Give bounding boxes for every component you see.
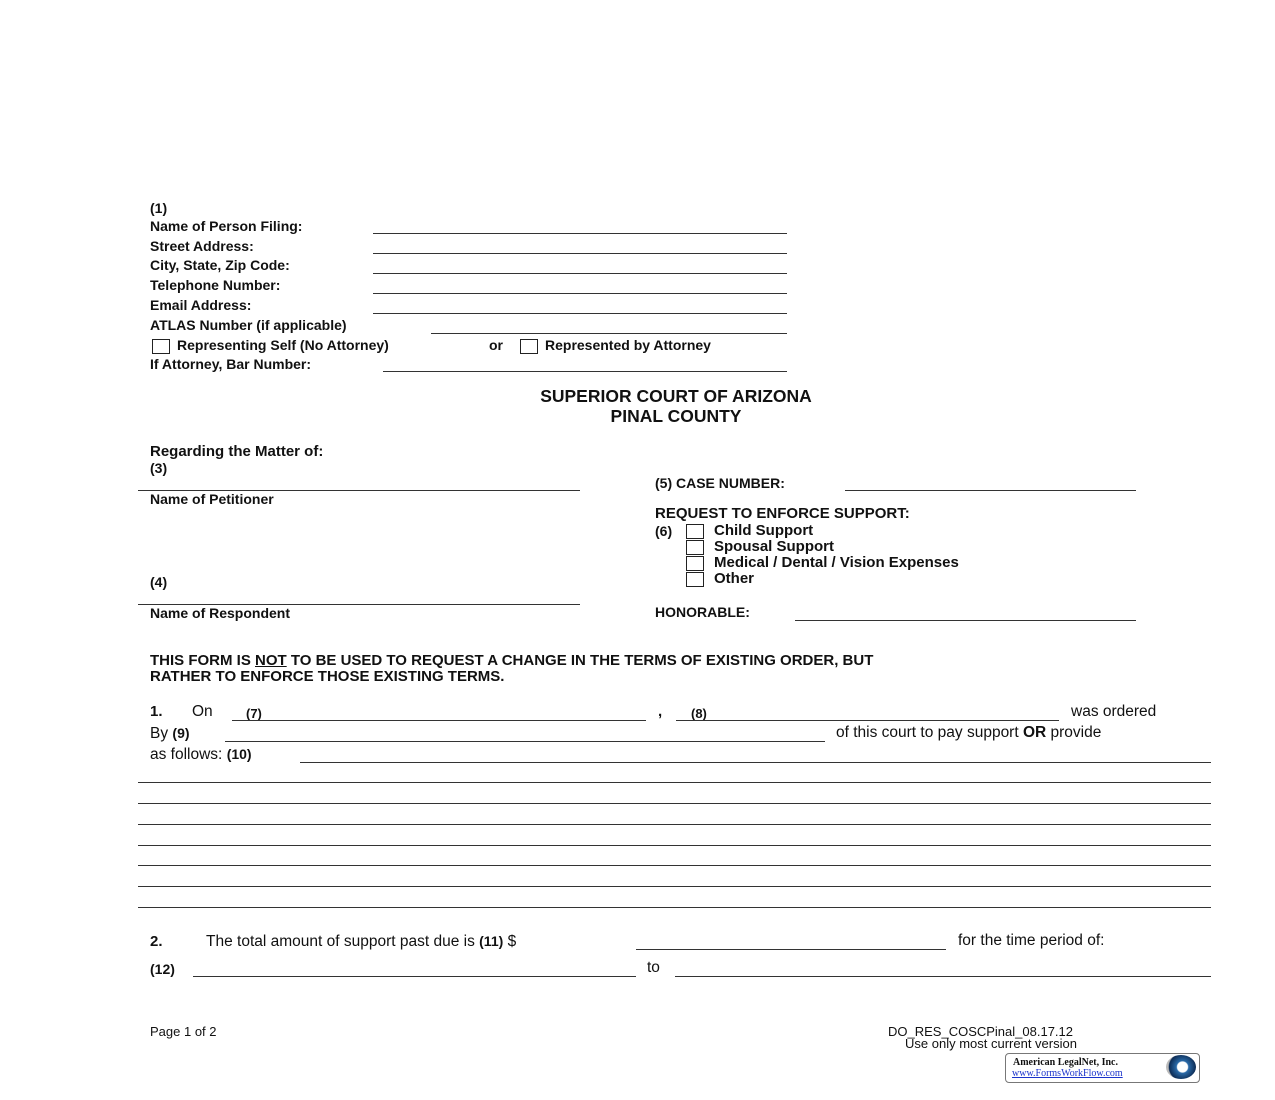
american-legalnet-logo[interactable] <box>1005 1053 1200 1083</box>
as-follows-field[interactable] <box>300 762 1211 763</box>
item2-number: 2. <box>150 933 163 950</box>
was-ordered-text: was ordered <box>1071 703 1157 720</box>
blank-line[interactable] <box>138 886 1211 887</box>
self-checkbox[interactable] <box>152 339 170 354</box>
blank-line[interactable] <box>138 824 1211 825</box>
to-text: to <box>647 959 660 976</box>
num-8: (8) <box>691 706 707 721</box>
provide: provide <box>1046 724 1102 741</box>
label-bar: If Attorney, Bar Number: <box>150 356 312 372</box>
petitioner-label: Name of Petitioner <box>150 491 274 507</box>
blank-line[interactable] <box>138 782 1211 783</box>
spousal-support-label: Spousal Support <box>714 538 834 555</box>
past-due-text <box>206 933 516 950</box>
label-email: Email Address: <box>150 297 252 313</box>
form-id: DO_RES_COSCPinal_08.17.12 <box>888 1024 1073 1039</box>
num-12: (12) <box>150 961 175 977</box>
num-10: (10) <box>226 746 252 762</box>
other-checkbox[interactable] <box>686 572 704 587</box>
dollar-sign: $ <box>503 933 517 950</box>
honorable-field[interactable] <box>795 620 1136 621</box>
warning-line2: RATHER TO ENFORCE THOSE EXISTING TERMS. <box>150 668 505 685</box>
logo-name: American LegalNet, Inc. <box>1013 1057 1118 1068</box>
past-due-label: The total amount of support past due is <box>206 933 480 950</box>
medical-label: Medical / Dental / Vision Expenses <box>714 554 959 571</box>
num-9: (9) <box>172 725 190 741</box>
medical-checkbox[interactable] <box>686 556 704 571</box>
email-field[interactable] <box>373 313 787 314</box>
honorable-label: HONORABLE: <box>655 604 750 620</box>
label-city: City, State, Zip Code: <box>150 257 290 273</box>
respondent-label: Name of Respondent <box>150 605 291 621</box>
blank-line[interactable] <box>138 845 1211 846</box>
case-number-field[interactable] <box>845 490 1136 491</box>
blank-line[interactable] <box>138 803 1211 804</box>
by-row <box>150 725 190 742</box>
warning-not: NOT <box>255 652 287 669</box>
case-number-label: (5) CASE NUMBER: <box>655 475 785 491</box>
county-title: PINAL COUNTY <box>610 406 742 426</box>
as-follows-text: as follows: <box>150 746 223 763</box>
court-title: SUPERIOR COURT OF ARIZONA <box>540 386 812 406</box>
of-court-text <box>836 725 1101 741</box>
globe-icon <box>1166 1055 1196 1079</box>
warning-text: TO BE USED TO REQUEST A CHANGE IN THE TERMS OF EXISTING ORDER, BUT <box>286 652 874 669</box>
date-field[interactable] <box>232 720 646 721</box>
bar-field[interactable] <box>383 371 787 372</box>
period-text: for the time period of: <box>958 932 1105 949</box>
request-title: REQUEST TO ENFORCE SUPPORT: <box>655 505 910 522</box>
blank-line[interactable] <box>138 865 1211 866</box>
period-start-field[interactable] <box>193 976 636 977</box>
version-note: Use only most current version <box>905 1036 1077 1051</box>
warning-text: THIS FORM IS <box>150 652 255 669</box>
name-field[interactable] <box>373 233 787 234</box>
section-number: (1) <box>150 200 168 216</box>
child-support-label: Child Support <box>714 522 814 539</box>
regarding-label: Regarding the Matter of: <box>150 443 324 460</box>
attorney-checkbox[interactable] <box>520 339 538 354</box>
child-support-checkbox[interactable] <box>686 524 704 539</box>
item1-number: 1. <box>150 703 163 720</box>
label-atlas: ATLAS Number (if applicable) <box>150 317 347 333</box>
other-label: Other <box>714 570 755 587</box>
label-street: Street Address: <box>150 238 254 254</box>
street-field[interactable] <box>373 253 787 254</box>
or-text: or <box>489 337 503 353</box>
comma: , <box>658 703 663 720</box>
on-text: On <box>192 703 213 720</box>
num-6: (6) <box>655 523 673 539</box>
spousal-support-checkbox[interactable] <box>686 540 704 555</box>
num-11: (11) <box>479 933 504 949</box>
phone-field[interactable] <box>373 293 787 294</box>
blank-line[interactable] <box>138 907 1211 908</box>
num-3: (3) <box>150 460 168 476</box>
as-follows-row <box>150 746 252 763</box>
by-text: By <box>150 725 169 742</box>
atlas-field[interactable] <box>431 333 787 334</box>
or-bold: OR <box>1022 724 1047 741</box>
logo-url-link[interactable]: www.FormsWorkFlow.com <box>1012 1068 1123 1079</box>
label-phone: Telephone Number: <box>150 277 281 293</box>
num-7: (7) <box>246 706 262 721</box>
label-name: Name of Person Filing: <box>150 218 303 234</box>
party-field[interactable] <box>676 720 1059 721</box>
amount-field[interactable] <box>636 949 946 950</box>
label-self: Representing Self (No Attorney) <box>177 337 389 353</box>
city-field[interactable] <box>373 273 787 274</box>
ordered-by-field[interactable] <box>225 741 825 742</box>
label-attorney: Represented by Attorney <box>545 337 711 353</box>
num-4: (4) <box>150 574 168 590</box>
warning-line1 <box>150 653 873 669</box>
page-number: Page 1 of 2 <box>150 1024 217 1039</box>
of-court: of this court to pay support <box>836 724 1023 741</box>
period-end-field[interactable] <box>675 976 1211 977</box>
